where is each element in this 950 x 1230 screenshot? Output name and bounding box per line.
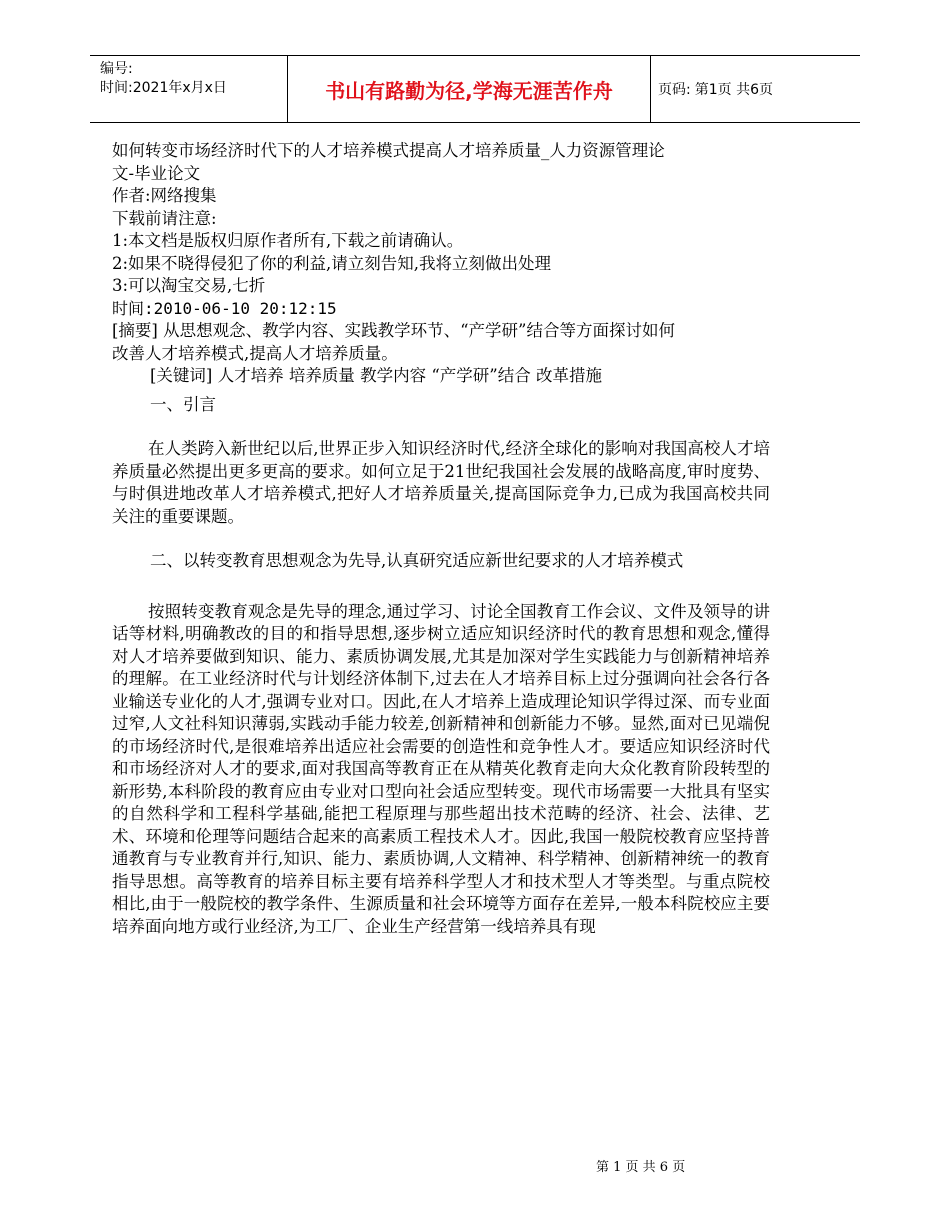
abstract-line1: [摘要] 从思想观念、教学内容、实践教学环节、“产学研”结合等方面探讨如何	[112, 321, 675, 340]
paragraph-intro: 在人类跨入新世纪以后,世界正步入知识经济时代,经济全球化的影响对我国高校人才培养质量必然提出更多更高的要求。如何立足于21世纪我国社会发展的战略高度,审时度势、与时俱进地改革人才培养模式,把好人才培养质量关,提高国际竞争力,已成为我国高校共同关注的重要课题。	[112, 439, 770, 526]
notice-item-1: 1:本文档是版权归原作者所有,下载之前请确认。	[112, 231, 464, 250]
abstract-line2: 改善人才培养模式,提高人才培养质量。	[112, 343, 398, 363]
paragraph-section2: 按照转变教育观念是先导的理念,通过学习、讨论全国教育工作会议、文件及领导的讲话等材料,明确教改的目的和指导思想,逐步树立适应知识经济时代的教育思想和观念,懂得对人才培养要做到知识、能力、素质协调发展,尤其是加深对学生实践能力与创新精神培养的理解。在工业经济时代与计划经济体制下,过去在人才培养目标上过分强调向社会各行各业输送专业化的人才,强调专业对口。因此,在人才培养上造成理论知识学得过深、而专业面过窄,人文社科知识薄弱,实践动手能力较差,创新精神和创新能力不够。显然,面对已见端倪的市场经济时代,是很难培养出适应社会需要的创造性和竞争性人才。要适应知识经济时代和市场经济对人才的要求,面对我国高等教育正在从精英化教育走向大众化教育阶段转型的新形势,本科阶段的教育应由专业对口型向社会适应型转变。现代市场需要一大批具有坚实的自然科学和工程科学基础,能把工程原理与那些超出技术范畴的经济、社会、法律、艺术、环境和伦理等问题结合起来的高素质工程技术人才。因此,我国一般院校教育应坚持普通教育与专业教育并行,知识、能力、素质协调,人文精神、科学精神、创新精神统一的教育指导思想。高等教育的培养目标主要有培养科学型人才和技术型人才等类型。与重点院校相比,由于一般院校的教学条件、生源质量和社会环境等方面存在差异,一般本科院校应主要培养面向地方或行业经济,为工厂、企业生产经营第一线培养具有现	[112, 601, 770, 936]
header-time-label: 时间:2021年x月x日	[100, 80, 227, 96]
section1-heading: 一、引言	[150, 394, 216, 414]
header-number-label: 编号:	[100, 61, 133, 77]
article-time: 时间:2010-06-10 20:12:15	[112, 298, 337, 318]
article-author: 作者:网络搜集	[112, 186, 217, 205]
section2-heading: 二、以转变教育思想观念为先导,认真研究适应新世纪要求的人才培养模式	[150, 551, 684, 570]
article-title-line2: 文-毕业论文	[112, 163, 201, 183]
header-motto: 书山有路勤为径,学海无涯苦作舟	[287, 56, 651, 122]
header-page-number: 第1页 共6页	[694, 82, 773, 98]
article-title-line1: 如何转变市场经济时代下的人才培养模式提高人才培养质量_人力资源管理论	[112, 141, 665, 160]
notice-item-2: 2:如果不晓得侵犯了你的利益,请立刻告知,我将立刻做出处理	[112, 253, 552, 273]
header-page-info	[658, 56, 777, 122]
header-page-label: 页码:	[658, 82, 691, 98]
notice-item-3: 3:可以淘宝交易,七折	[112, 276, 266, 295]
document-header	[90, 55, 860, 123]
header-meta	[100, 60, 288, 118]
keywords: [关键词] 人才培养 培养质量 教学内容 “产学研”结合 改革措施	[150, 366, 602, 385]
notice-heading: 下载前请注意:	[112, 208, 217, 228]
page-footer: 第 1 页 共 6 页	[596, 1160, 686, 1175]
document-body	[112, 140, 770, 938]
